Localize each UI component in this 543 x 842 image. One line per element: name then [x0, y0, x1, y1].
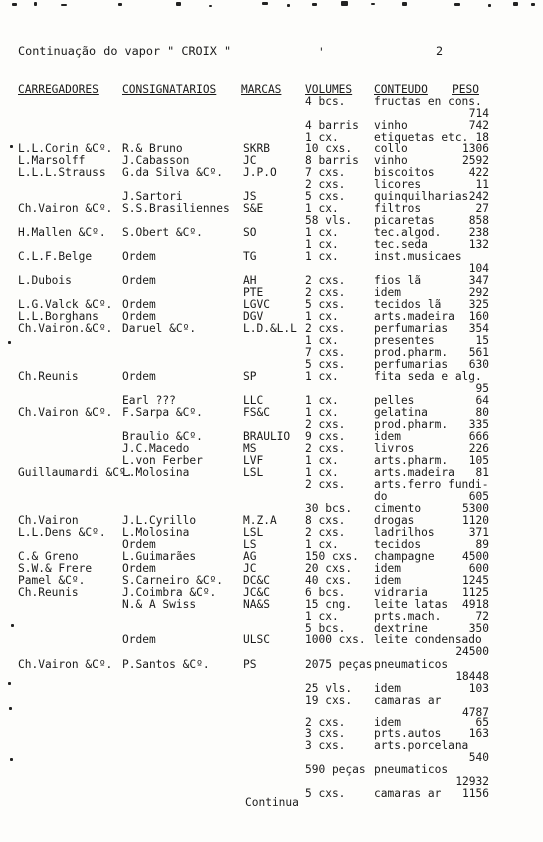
- cell-peso: 18: [475, 131, 489, 144]
- cell-conteudo: tec.algod.: [374, 226, 442, 239]
- cell-peso: 1306: [462, 142, 489, 155]
- cell-peso: 160: [468, 310, 489, 323]
- cell-peso: 65: [475, 716, 489, 729]
- cell-carregador: Ch.Reunis: [18, 370, 79, 383]
- cell-volume: 15 cng.: [305, 598, 353, 611]
- cell-conteudo: champagne: [374, 550, 435, 563]
- cell-peso: 24500: [455, 645, 489, 658]
- cell-volume: 5 cxs.: [305, 190, 346, 203]
- cell-volume: 2 cxs.: [305, 286, 346, 299]
- cell-conteudo: tecidos: [374, 538, 422, 551]
- scan-speck: [8, 682, 11, 685]
- cell-peso: 1156: [462, 787, 489, 800]
- cell-conteudo: leite latas: [374, 598, 449, 611]
- cell-carregador: Ch.Reunis: [18, 586, 79, 599]
- cell-marca: LGVC: [243, 298, 270, 311]
- cell-consignatario: S.Carneiro &Cº.: [122, 574, 224, 587]
- cell-conteudo: idem: [374, 562, 401, 575]
- cell-carregador: Guillaumardi &Cº.: [18, 466, 133, 479]
- cell-conteudo: idem: [374, 682, 401, 695]
- cell-volume: 1 cx.: [305, 538, 339, 551]
- scan-speck: [402, 2, 407, 6]
- cell-marca: DGV: [243, 310, 264, 323]
- cell-conteudo: arts.madeira: [374, 466, 455, 479]
- cell-consignatario: L.Molosina: [122, 466, 190, 479]
- cell-marca: J.P.O: [243, 166, 277, 179]
- cell-conteudo: arts.pharm.: [374, 454, 449, 467]
- cell-conteudo: biscoitos: [374, 166, 435, 179]
- cell-conteudo: camaras ar: [374, 787, 442, 800]
- scan-speck: [454, 3, 460, 6]
- cell-peso: 18448: [455, 670, 489, 683]
- cell-conteudo: arts.madeira: [374, 310, 455, 323]
- scan-top-edge: [0, 0, 543, 14]
- cell-volume: 40 cxs.: [305, 574, 353, 587]
- cell-marca: MS: [243, 442, 257, 455]
- col-header-conteudo: CONTEUDO: [374, 83, 428, 96]
- page-title: Continuação do vapor " CROIX ": [18, 44, 232, 58]
- scan-speck: [287, 4, 290, 7]
- cell-volume: 5 bcs.: [305, 622, 346, 635]
- scan-speck: [10, 758, 13, 761]
- cell-carregador: S.W.& Frere: [18, 562, 93, 575]
- scan-speck: [341, 1, 348, 6]
- cell-volume: 1 cx.: [305, 250, 339, 263]
- cell-peso: 132: [468, 238, 489, 251]
- col-header-marcas: MARCAS: [241, 83, 282, 96]
- cell-consignatario: Ordem: [122, 370, 156, 383]
- cell-peso: 4918: [462, 598, 489, 611]
- cell-peso: 714: [468, 107, 489, 120]
- cell-conteudo: dextrine: [374, 622, 428, 635]
- cell-peso: 242: [468, 190, 489, 203]
- cell-consignatario: Ordem: [122, 562, 156, 575]
- cell-peso: 600: [468, 562, 489, 575]
- cell-consignatario: J.Cabasson: [122, 154, 190, 167]
- cell-conteudo: perfumarias: [374, 358, 449, 371]
- cell-peso: 226: [468, 442, 489, 455]
- cell-conteudo: idem: [374, 286, 401, 299]
- cell-volume: 8 barris: [305, 154, 359, 167]
- cell-conteudo: perfumarias: [374, 322, 449, 335]
- cell-consignatario: Braulio &Cº.: [122, 430, 203, 443]
- cell-conteudo: prts.mach.: [374, 610, 442, 623]
- cell-volume: 7 cxs.: [305, 166, 346, 179]
- cell-consignatario: N.& A Swiss: [122, 598, 197, 611]
- cell-conteudo: livros: [374, 442, 415, 455]
- cell-marca: LLC: [243, 394, 264, 407]
- cell-marca: AH: [243, 274, 257, 287]
- cell-peso: 11: [475, 178, 489, 191]
- cell-consignatario: L.von Ferber: [122, 454, 203, 467]
- cell-conteudo: picaretas: [374, 214, 435, 227]
- cell-volume: 30 bcs.: [305, 502, 353, 515]
- cell-peso: 630: [468, 358, 489, 371]
- cell-conteudo: prod.pharm.: [374, 418, 449, 431]
- cell-peso: 371: [468, 526, 489, 539]
- scan-speck: [11, 624, 14, 627]
- cell-marca: PTE: [243, 286, 264, 299]
- cell-consignatario: J.Coimbra &Cº.: [122, 586, 217, 599]
- cell-peso: 1245: [462, 574, 489, 587]
- cell-marca: LS: [243, 538, 257, 551]
- cell-conteudo: idem: [374, 430, 401, 443]
- cell-conteudo: vidraria: [374, 586, 428, 599]
- cell-marca: JC&C: [243, 586, 270, 599]
- cell-marca: L.D.&L.L: [243, 322, 297, 335]
- cell-conteudo: camaras ar: [374, 694, 442, 707]
- cell-volume: 150 cxs.: [305, 550, 359, 563]
- cell-volume: 2 cxs.: [305, 442, 346, 455]
- scan-speck: [9, 707, 12, 710]
- cell-marca: AG: [243, 550, 257, 563]
- cell-volume: 5 cxs.: [305, 298, 346, 311]
- cell-volume: 20 cxs.: [305, 562, 353, 575]
- cell-conteudo: arts.ferro fundi-: [374, 478, 489, 491]
- cell-volume: 4 bcs.: [305, 95, 346, 108]
- cell-consignatario: J.C.Macedo: [122, 442, 190, 455]
- cell-marca: NA&S: [243, 598, 270, 611]
- cell-conteudo: idem: [374, 716, 401, 729]
- cell-consignatario: Ordem: [122, 538, 156, 551]
- cell-conteudo: cimento: [374, 502, 422, 515]
- cell-volume: 2 cxs.: [305, 478, 346, 491]
- cell-peso: 104: [468, 262, 489, 275]
- cell-carregador: L.Marsolff: [18, 154, 86, 167]
- cell-conteudo: filtros: [374, 202, 422, 215]
- cell-volume: 5 cxs.: [305, 358, 346, 371]
- cell-peso: 540: [468, 751, 489, 764]
- cell-consignatario: S.Obert &Cº.: [122, 226, 203, 239]
- col-header-consignatarios: CONSIGNATARIOS: [122, 83, 217, 96]
- cell-conteudo: fita seda e alg.: [374, 370, 482, 383]
- cell-conteudo: inst.musicaes: [374, 250, 462, 263]
- cell-marca: BRAULIO: [243, 430, 291, 443]
- cell-marca: M.Z.A: [243, 514, 277, 527]
- cell-consignatario: L.Guimarães: [122, 550, 197, 563]
- scan-speck: [513, 2, 518, 6]
- cell-marca: SKRB: [243, 142, 270, 155]
- cell-carregador: L.Dubois: [18, 274, 72, 287]
- cell-peso: 72: [475, 610, 489, 623]
- cell-peso: 27: [475, 202, 489, 215]
- cell-volume: 2 cxs.: [305, 716, 346, 729]
- scan-speck: [34, 2, 37, 6]
- cell-marca: ULSC: [243, 633, 270, 646]
- cell-volume: 3 cxs.: [305, 739, 346, 752]
- scan-speck: [262, 2, 268, 5]
- cell-peso: 238: [468, 226, 489, 239]
- cell-conteudo: tec.seda: [374, 238, 428, 251]
- cell-consignatario: J.L.Cyrillo: [122, 514, 197, 527]
- cell-volume: 1 cx.: [305, 310, 339, 323]
- cell-peso: 2592: [462, 154, 489, 167]
- cell-carregador: L.L.L.Strauss: [18, 166, 106, 179]
- cell-volume: 6 bcs.: [305, 586, 346, 599]
- cell-marca: DC&C: [243, 574, 270, 587]
- cell-consignatario: S.S.Brasiliennes: [122, 202, 230, 215]
- cell-carregador: Ch.Vairon.&Cº.: [18, 322, 113, 335]
- cell-volume: 1000 cxs.: [305, 633, 366, 646]
- cell-conteudo: etiquetas etc.: [374, 131, 469, 144]
- cell-volume: 1 cx.: [305, 226, 339, 239]
- cell-volume: 1 cx.: [305, 394, 339, 407]
- cell-marca: TG: [243, 250, 257, 263]
- cell-conteudo: vinho: [374, 154, 408, 167]
- cell-volume: 2075 peças: [305, 658, 373, 671]
- cell-consignatario: Ordem: [122, 633, 156, 646]
- cell-conteudo: pneumaticos: [374, 763, 449, 776]
- cell-volume: 9 cxs.: [305, 430, 346, 443]
- cell-carregador: Pamel &Cº.: [18, 574, 86, 587]
- scan-speck: [371, 3, 375, 5]
- cell-marca: SP: [243, 370, 257, 383]
- scan-speck: [531, 3, 535, 6]
- cell-carregador: Ch.Vairon: [18, 514, 79, 527]
- cell-conteudo: pneumaticos: [374, 658, 449, 671]
- cell-volume: 1 cx.: [305, 610, 339, 623]
- cell-peso: 347: [468, 274, 489, 287]
- cell-volume: 1 cx.: [305, 406, 339, 419]
- scan-speck: [61, 4, 67, 6]
- cell-volume: 1 cx.: [305, 334, 339, 347]
- cell-volume: 2 cxs.: [305, 322, 346, 335]
- cell-conteudo: tecidos lã: [374, 298, 442, 311]
- cell-volume: 2 cxs.: [305, 274, 346, 287]
- cell-conteudo: leite condensado: [374, 633, 482, 646]
- cell-marca: JS: [243, 190, 257, 203]
- scan-mark: ': [318, 46, 325, 59]
- cell-peso: 103: [468, 682, 489, 695]
- cell-consignatario: Ordem: [122, 250, 156, 263]
- cell-marca: FS&C: [243, 406, 270, 419]
- scan-speck: [118, 3, 122, 6]
- cell-conteudo: pelles: [374, 394, 415, 407]
- cell-peso: 422: [468, 166, 489, 179]
- cell-volume: 590 peças: [305, 763, 366, 776]
- cell-peso: 64: [475, 394, 489, 407]
- cell-peso: 1120: [462, 514, 489, 527]
- scan-speck: [10, 145, 13, 148]
- cell-peso: 292: [468, 286, 489, 299]
- cell-conteudo: drogas: [374, 514, 415, 527]
- cell-carregador: L.G.Valck &Cº.: [18, 298, 113, 311]
- cell-volume: 1 cx.: [305, 202, 339, 215]
- scan-speck: [488, 4, 491, 7]
- cell-conteudo: fios lã: [374, 274, 422, 287]
- cell-conteudo: quinquilharias: [374, 190, 469, 203]
- cell-marca: LSL: [243, 466, 264, 479]
- cell-volume: 10 cxs.: [305, 142, 353, 155]
- cell-consignatario: Earl ???: [122, 394, 176, 407]
- scan-speck: [176, 2, 181, 6]
- cell-volume: 2 cxs.: [305, 178, 346, 191]
- cell-volume: 8 cxs.: [305, 514, 346, 527]
- cell-conteudo: do: [374, 490, 388, 503]
- cell-marca: LSL: [243, 526, 264, 539]
- col-header-peso: PESO: [452, 83, 479, 96]
- scan-speck: [8, 341, 11, 344]
- cell-conteudo: collo: [374, 142, 408, 155]
- cell-carregador: C.L.F.Belge: [18, 250, 93, 263]
- cell-marca: JC: [243, 154, 257, 167]
- cell-volume: 2 cxs.: [305, 418, 346, 431]
- cell-carregador: Ch.Vairon &Cº.: [18, 202, 113, 215]
- cell-conteudo: idem: [374, 574, 401, 587]
- cell-conteudo: prod.pharm.: [374, 346, 449, 359]
- cell-peso: 80: [475, 406, 489, 419]
- cell-carregador: L.L.Dens &Cº.: [18, 526, 106, 539]
- cell-conteudo: prts.autos: [374, 727, 442, 740]
- cell-peso: 325: [468, 298, 489, 311]
- cell-volume: 1 cx.: [305, 238, 339, 251]
- cell-peso: 605: [468, 490, 489, 503]
- cell-conteudo: arts.porcelana: [374, 739, 469, 752]
- cell-volume: 4 barris: [305, 119, 359, 132]
- cell-peso: 742: [468, 119, 489, 132]
- cell-marca: JC: [243, 562, 257, 575]
- cell-peso: 354: [468, 322, 489, 335]
- cell-peso: 12932: [455, 775, 489, 788]
- cell-marca: S&E: [243, 202, 264, 215]
- scan-speck: [12, 3, 17, 6]
- cell-peso: 15: [475, 334, 489, 347]
- cell-volume: 58 vls.: [305, 214, 353, 227]
- cell-conteudo: gelatina: [374, 406, 428, 419]
- cell-consignatario: Ordem: [122, 298, 156, 311]
- cell-carregador: L.L.Borghans: [18, 310, 99, 323]
- cell-peso: 1125: [462, 586, 489, 599]
- cell-carregador: C.& Greno: [18, 550, 79, 563]
- scan-speck: [312, 3, 317, 6]
- col-header-carregadores: CARREGADORES: [18, 83, 99, 96]
- cell-carregador: H.Mallen &Cº.: [18, 226, 106, 239]
- cell-peso: 4787: [462, 706, 489, 719]
- cell-carregador: Ch.Vairon &Cº.: [18, 406, 113, 419]
- cell-consignatario: Ordem: [122, 274, 156, 287]
- cell-peso: 163: [468, 727, 489, 740]
- cell-conteudo: fructas en cons.: [374, 95, 482, 108]
- cell-consignatario: F.Sarpa &Cº.: [122, 406, 203, 419]
- cell-peso: 105: [468, 454, 489, 467]
- cell-volume: 1 cx.: [305, 131, 339, 144]
- cell-peso: 5300: [462, 502, 489, 515]
- cell-volume: 1 cx.: [305, 454, 339, 467]
- cell-peso: 666: [468, 430, 489, 443]
- cell-peso: 561: [468, 346, 489, 359]
- col-header-volumes: VOLUMES: [305, 83, 353, 96]
- cell-consignatario: Daruel &Cº.: [122, 322, 197, 335]
- cell-volume: 1 cx.: [305, 370, 339, 383]
- cell-peso: 858: [468, 214, 489, 227]
- cell-consignatario: R.& Bruno: [122, 142, 183, 155]
- cell-consignatario: Ordem: [122, 310, 156, 323]
- cell-conteudo: vinho: [374, 119, 408, 132]
- cell-peso: 350: [468, 622, 489, 635]
- cell-consignatario: L.Molosina: [122, 526, 190, 539]
- cell-volume: 3 cxs.: [305, 727, 346, 740]
- cell-volume: 25 vls.: [305, 682, 353, 695]
- cell-conteudo: ladrilhos: [374, 526, 435, 539]
- cell-volume: 7 cxs.: [305, 346, 346, 359]
- cell-marca: SO: [243, 226, 257, 239]
- cell-volume: 1 cx.: [305, 466, 339, 479]
- cell-peso: 81: [475, 466, 489, 479]
- scan-speck: [209, 5, 212, 7]
- cell-peso: 335: [468, 418, 489, 431]
- cell-peso: 89: [475, 538, 489, 551]
- page-number: 2: [436, 44, 444, 58]
- cell-consignatario: G.da Silva &Cº.: [122, 166, 224, 179]
- cell-carregador: L.L.Corin &Cº.: [18, 142, 113, 155]
- cell-volume: 5 cxs.: [305, 787, 346, 800]
- cell-peso: 95: [475, 382, 489, 395]
- cell-consignatario: P.Santos &Cº.: [122, 658, 210, 671]
- cell-conteudo: presentes: [374, 334, 435, 347]
- footer-continua: Continua: [245, 796, 299, 809]
- cell-carregador: Ch.Vairon &Cº.: [18, 658, 113, 671]
- cell-consignatario: J.Sartori: [122, 190, 183, 203]
- cell-marca: LVF: [243, 454, 264, 467]
- cell-volume: 2 cxs.: [305, 526, 346, 539]
- cell-marca: PS: [243, 658, 257, 671]
- cell-volume: 19 cxs.: [305, 694, 353, 707]
- cell-conteudo: licores: [374, 178, 422, 191]
- cell-peso: 4500: [462, 550, 489, 563]
